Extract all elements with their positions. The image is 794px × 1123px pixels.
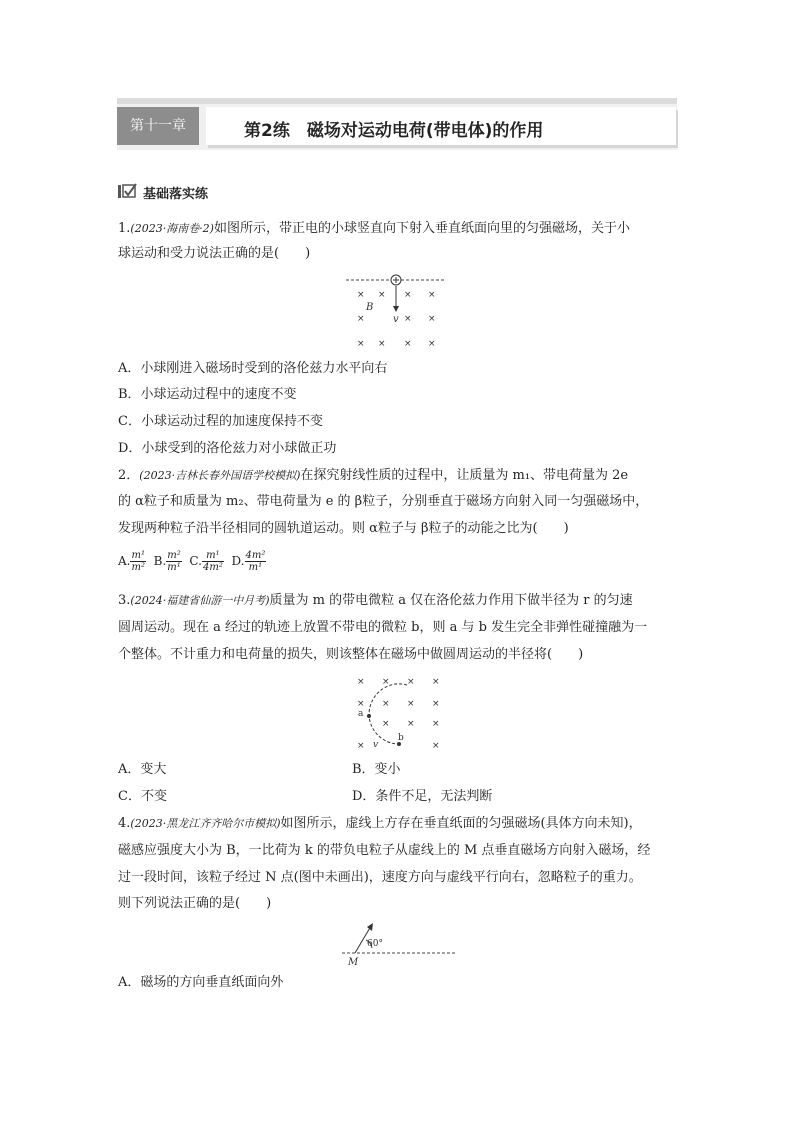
q1-stem-line2: 球运动和受力说法正确的是( ) (118, 246, 311, 261)
svg-text:×: × (357, 339, 365, 349)
q3-stem-line1: 3.(2024·福建省仙游一中月考)质量为 m 的带电微粒 a 仅在洛伦兹力作用下做半径为 r 的匀速 (118, 593, 633, 608)
q2-fraction-a: $\frac{\text{m¹}}{\text{m²}}$ (131, 550, 145, 573)
svg-text:×: × (378, 339, 386, 349)
q4-stem-line4: 则下列说法正确的是( ) (118, 896, 272, 911)
q1-stem-line1: 1.(2023·海南卷·2)如图所示，带正电的小球竖直向下射入垂直纸面向里的匀强磁场，关于小 (118, 221, 630, 236)
q1-option-d: D．小球受到的洛伦兹力对小球做正功 (118, 441, 337, 456)
svg-text:×: × (404, 290, 412, 300)
svg-text:×: × (428, 290, 436, 300)
q2-fraction-c: $\frac{\text{m¹}}{\text{4m²}}$ (202, 550, 223, 573)
q3-label-a: a (358, 709, 364, 719)
q4-figure (338, 920, 458, 970)
q3-option-b: B．变小 (352, 762, 401, 777)
svg-text:×: × (404, 314, 412, 324)
q4-angle-label: 60° (367, 939, 383, 949)
q3-option-c: C．不变 (118, 789, 167, 804)
q3-label-v: v (373, 740, 379, 750)
svg-text:×: × (432, 741, 440, 751)
q2-stem-line2: 的 α粒子和质量为 m₂、带电荷量为 e 的 β粒子，分别垂直于磁场方向射入同一匀强磁场中， (118, 494, 649, 509)
svg-text:×: × (357, 699, 365, 709)
svg-text:×: × (407, 699, 415, 709)
section-title: 基础落实练 (143, 187, 209, 202)
q4-stem-line3: 过一段时间，该粒子经过 N 点(图中未画出)，速度方向与虚线平行向右，忽略粒子的重力。 (118, 870, 642, 885)
q3-stem-line3: 个整体。不计重力和电荷量的损失，则该整体在磁场中做圆周运动的半径将( ) (118, 647, 584, 662)
svg-text:×: × (428, 314, 436, 324)
q3-label-b: b (398, 733, 404, 743)
q3-stem-line2: 圆周运动。现在 a 经过的轨迹上放置不带电的微粒 b，则 a 与 b 发生完全非弹性碰撞融为一 (118, 620, 648, 635)
svg-text:×: × (357, 677, 365, 687)
svg-text:×: × (357, 290, 365, 300)
q1-label-B: B (366, 302, 374, 313)
q3-figure (352, 672, 447, 754)
q4-label-M: M (348, 957, 359, 968)
q4-stem-line1: 4.(2023·黑龙江齐齐哈尔市模拟)如图所示，虚线上方存在垂直纸面的匀强磁场(具体方向未知)， (118, 816, 642, 831)
q2-stem-line1: 2．(2023·吉林长春外国语学校模拟)在探究射线性质的过程中，让质量为 m₁、带电荷量为 2e (118, 468, 629, 483)
svg-text:×: × (382, 677, 390, 687)
svg-text:×: × (382, 699, 390, 709)
q4-option-a: A．磁场的方向垂直纸面向外 (118, 975, 284, 990)
svg-text:×: × (357, 741, 365, 751)
svg-text:×: × (432, 699, 440, 709)
svg-text:×: × (382, 719, 390, 729)
checkbox-icon (118, 183, 138, 199)
svg-text:×: × (378, 290, 386, 300)
svg-text:×: × (407, 677, 415, 687)
q1-option-b: B．小球运动过程中的速度不变 (118, 387, 297, 402)
q4-stem-line2: 磁感应强度大小为 B，一比荷为 k 的带负电粒子从虚线上的 M 点垂直磁场方向射入磁场，经 (118, 843, 651, 858)
q2-fraction-b: $\frac{\text{m²}}{\text{m¹}}$ (167, 550, 181, 573)
q1-option-c: C．小球运动过程的加速度保持不变 (118, 414, 323, 429)
q2-stem-line3: 发现两种粒子沿半径相同的圆轨道运动。则 α粒子与 β粒子的动能之比为( ) (118, 521, 569, 536)
chapter-tag: 第十一章 (117, 107, 199, 145)
svg-text:×: × (432, 677, 440, 687)
q3-option-a: A．变大 (118, 762, 167, 777)
q1-option-a: A．小球刚进入磁场时受到的洛伦兹力水平向右 (118, 361, 388, 376)
q2-fraction-d: $\frac{\text{4m²}}{\text{m¹}}$ (245, 550, 266, 573)
q2-options: A. $\frac{\text{m¹}}{\text{m²}}$ B. $\frac{\text{m²}}{\text{m¹}}$ C. $\frac{\text{m¹}}{\text{4m²}}$ D. $\frac{\text{4m²}}{\text{m¹}}$ (118, 550, 266, 573)
svg-text:×: × (407, 719, 415, 729)
q1-figure (340, 272, 450, 352)
q3-option-d: D．条件不足，无法判断 (352, 789, 493, 804)
page-title: 第2练 磁场对运动电荷(带电体)的作用 (244, 121, 544, 141)
q1-label-v: v (393, 314, 399, 325)
svg-text:×: × (432, 719, 440, 729)
svg-text:×: × (357, 314, 365, 324)
svg-text:×: × (404, 339, 412, 349)
svg-text:×: × (428, 339, 436, 349)
